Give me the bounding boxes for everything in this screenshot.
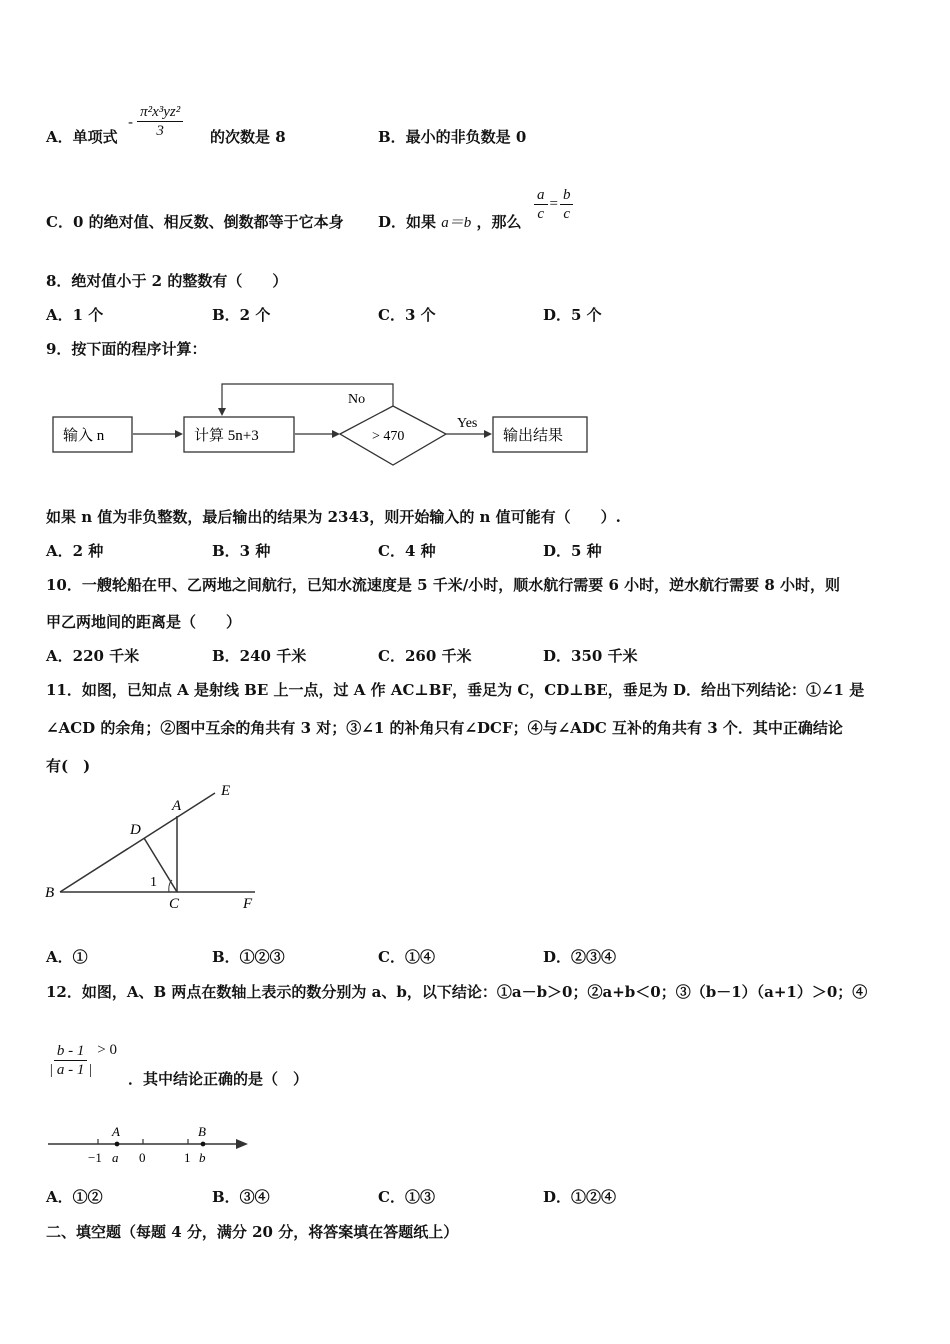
ray-be xyxy=(60,793,215,892)
label-d: D xyxy=(130,822,141,838)
arrow-icon xyxy=(175,430,183,438)
q9-option-a: A．2 种 xyxy=(46,542,104,560)
q7-option-d: D．如果 a＝b ，那么 xyxy=(378,213,522,231)
q12-line2-tail: ．其中结论正确的是（ ） xyxy=(128,1070,309,1088)
flow-output-label: 输出结果 xyxy=(503,428,564,444)
flow-input-label: 输入 n xyxy=(63,428,105,444)
label-point-b: B xyxy=(198,1124,206,1139)
q7-option-c: C．0 的绝对值、相反数、倒数都等于它本身 xyxy=(46,213,344,231)
arrow-icon xyxy=(218,408,226,416)
label-b: B xyxy=(45,885,55,901)
q11-option-c: C．①④ xyxy=(378,948,435,966)
q10-option-b: B．240 千米 xyxy=(212,647,307,665)
tick-label-a: a xyxy=(112,1150,119,1165)
fraction-b-minus-1-over-abs-a-minus-1: $\frac{b - 1}{| a - 1 |}$ xyxy=(49,1043,93,1078)
axis-arrow-icon xyxy=(236,1139,248,1149)
q7-monomial xyxy=(128,103,183,140)
flow-condition-label: > 470 xyxy=(372,429,405,444)
monomial-fraction: $\frac{\text{π²x³yz²}}{3}$ xyxy=(137,103,183,140)
q8-option-d: D．5 个 xyxy=(543,306,602,324)
q12-option-c: C．①③ xyxy=(378,1188,435,1206)
q11-option-d: D．②③④ xyxy=(543,948,617,966)
q10-option-c: C．260 千米 xyxy=(378,647,472,665)
q9-option-d: D．5 种 xyxy=(543,542,602,560)
section-heading-fill-in: 二、填空题（每题 4 分，满分 20 分，将答案填在答题纸上） xyxy=(46,1223,459,1241)
q11-line1: 11．如图，已知点 A 是射线 BE 上一点，过 A 作 AC⊥BF，垂足为 C，CD⊥BE，垂足为 D．给出下列结论：①∠1 是 xyxy=(46,681,865,699)
q7-option-d-fractions: $\frac{a}{c}$ = $\frac{b}{c}$ xyxy=(534,186,573,223)
label-c: C xyxy=(169,896,180,912)
segment-cd xyxy=(144,838,177,892)
q8-stem: 8．绝对值小于 2 的整数有（ ） xyxy=(46,272,288,290)
fraction-a-over-c: $\frac{a}{c}$ xyxy=(534,186,548,223)
q12-option-a: A．①② xyxy=(46,1188,103,1206)
arrow-icon xyxy=(484,430,492,438)
q8-option-b: B．2 个 xyxy=(212,306,271,324)
q9-option-b: B．3 种 xyxy=(212,542,271,560)
q12-option-d: D．①②④ xyxy=(543,1188,617,1206)
flow-no-label: No xyxy=(348,392,366,407)
point-a xyxy=(115,1142,120,1147)
tick-label-0: 0 xyxy=(139,1150,146,1165)
q10-option-d: D．350 千米 xyxy=(543,647,638,665)
q9-text: 如果 n 值为非负整数，最后输出的结果为 2343，则开始输入的 n 值可能有（ ）. xyxy=(46,508,621,526)
q8-option-c: C．3 个 xyxy=(378,306,436,324)
q11-option-b: B．①②③ xyxy=(212,948,285,966)
q10-line1: 10．一艘轮船在甲、乙两地之间航行，已知水流速度是 5 千米/小时，顺水航行需要 6 小时，逆水航行需要 8 小时，则 xyxy=(46,576,841,594)
q12-line1: 12．如图，A、B 两点在数轴上表示的数分别为 a、b，以下结论：①a－b＞0；②a+b＜0；③（b－1）（a+1）＞0；④ xyxy=(46,983,868,1001)
q11-option-a: A．① xyxy=(46,948,88,966)
fraction-b-over-c: $\frac{b}{c}$ xyxy=(560,186,574,223)
point-b xyxy=(201,1142,206,1147)
flow-compute-label: 计算 5n+3 xyxy=(194,428,259,444)
label-a: A xyxy=(172,798,182,814)
tick-label-minus-1: −1 xyxy=(88,1150,102,1165)
q12-number-line xyxy=(40,1120,260,1170)
q9-flowchart xyxy=(40,372,610,472)
q7-option-a-text: A．单项式 xyxy=(46,128,118,146)
q12-option-b: B．③④ xyxy=(212,1188,270,1206)
q11-line3: 有( ) xyxy=(46,757,91,775)
minus-sign: - xyxy=(128,112,134,131)
q7-option-a xyxy=(46,126,118,147)
q8-option-a: A．1 个 xyxy=(46,306,104,324)
q12-fraction-condition: $\frac{b - 1}{| a - 1 |}$ > 0 xyxy=(46,1042,117,1079)
q10-line2: 甲乙两地间的距离是（ ） xyxy=(46,613,242,631)
label-angle-1: 1 xyxy=(150,875,157,890)
q7-option-a-tail: 的次数是 8 xyxy=(210,128,286,146)
q11-geometry-figure xyxy=(40,778,270,918)
tick-label-1: 1 xyxy=(184,1150,191,1165)
label-point-a: A xyxy=(112,1124,120,1139)
q9-stem: 9．按下面的程序计算： xyxy=(46,340,207,358)
q11-line2: ∠ACD 的余角；②图中互余的角共有 3 对；③∠1 的补角只有∠DCF；④与∠ADC 互补的角共有 3 个．其中正确结论 xyxy=(46,719,843,737)
q10-option-a: A．220 千米 xyxy=(46,647,140,665)
q7-option-b: B．最小的非负数是 0 xyxy=(378,128,527,146)
q9-option-c: C．4 种 xyxy=(378,542,436,560)
equation-a-equals-b: a＝b xyxy=(441,215,472,231)
tick-label-b: b xyxy=(199,1150,206,1165)
label-e: E xyxy=(221,783,231,799)
flow-yes-label: Yes xyxy=(457,416,478,431)
label-f: F xyxy=(243,896,253,912)
